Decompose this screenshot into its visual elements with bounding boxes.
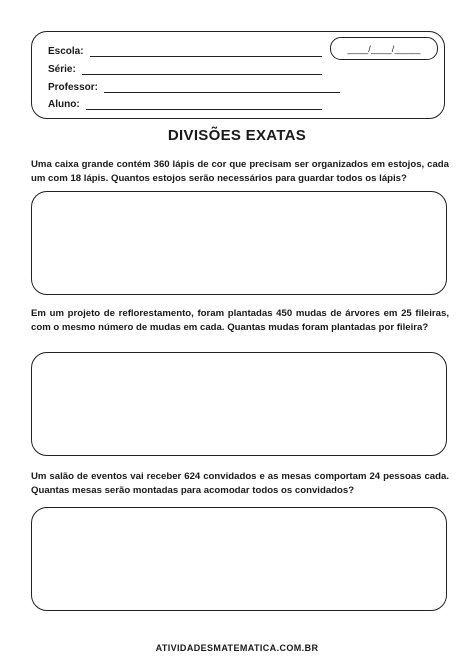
school-label: Escola:: [48, 46, 84, 57]
school-input-line[interactable]: [90, 47, 322, 57]
answer-box-2[interactable]: [31, 352, 447, 456]
grade-label: Série:: [48, 64, 76, 75]
student-field: [48, 99, 322, 110]
date-box[interactable]: [330, 37, 438, 60]
teacher-input-line[interactable]: [104, 83, 340, 93]
teacher-field: [48, 82, 340, 93]
question-3: Um salão de eventos vai receber 624 convidados e as mesas comportam 24 pessoas cada. Quantas mesas serão montadas para acomodar todos os convidados?: [31, 471, 449, 496]
footer-website: ATIVIDADESMATEMATICA.COM.BR: [155, 643, 319, 653]
student-info-box: [31, 31, 445, 119]
grade-field: [48, 64, 322, 75]
answer-box-1[interactable]: [31, 191, 447, 295]
grade-input-line[interactable]: [82, 65, 322, 75]
school-field: [48, 46, 322, 57]
teacher-label: Professor:: [48, 82, 99, 93]
page-title: DIVISÕES EXATAS: [167, 127, 307, 144]
answer-box-3[interactable]: [31, 507, 447, 611]
student-label: Aluno:: [48, 99, 80, 110]
question-1: Uma caixa grande contém 360 lápis de cor que precisam ser organizados em estojos, cada um com 18 lápis. Quantos estojos serão necessários para guardar todos os lápis?: [31, 159, 449, 184]
student-input-line[interactable]: [86, 100, 322, 110]
question-2: Em um projeto de reflorestamento, foram plantadas 450 mudas de árvores em 25 fileiras, com o mesmo número de mudas em cada. Quantas mudas foram plantadas por fileira?: [31, 308, 449, 333]
date-placeholder: ____/____/_____: [347, 43, 421, 54]
